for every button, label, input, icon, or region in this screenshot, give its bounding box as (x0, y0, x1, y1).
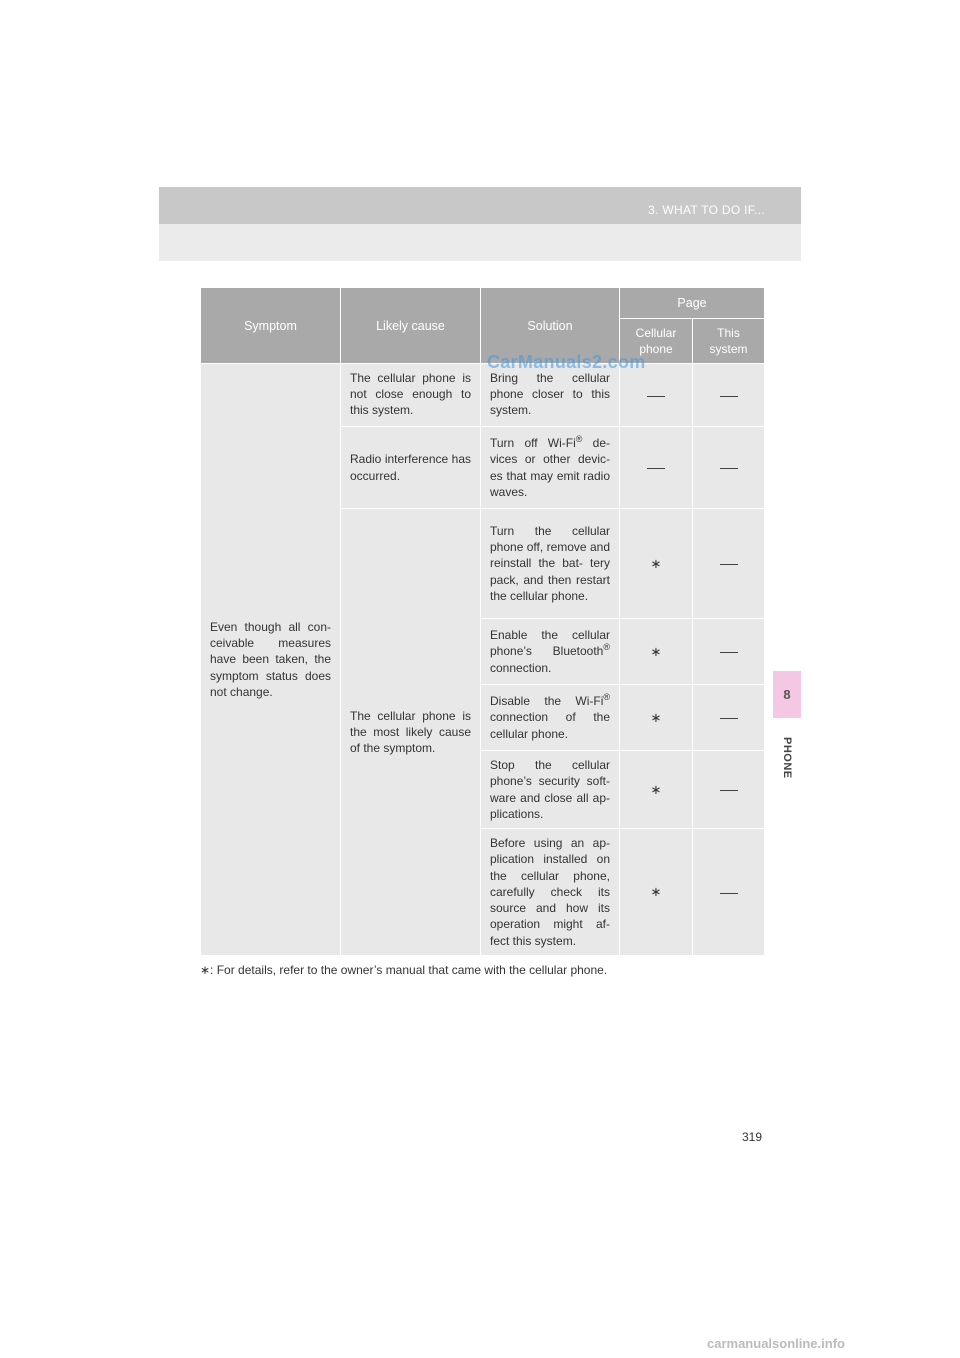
header-cellular-phone: Cellular phone (620, 319, 693, 364)
cellular-page-cell (620, 427, 693, 509)
asterisk-mark: ∗ (650, 781, 662, 797)
watermark-bottom: carmanualsonline.info (707, 1336, 845, 1351)
watermark: CarManuals2.com (487, 352, 646, 372)
section-title: 3. WHAT TO DO IF... (648, 203, 765, 217)
cellular-page-cell (620, 509, 693, 619)
dash-mark (720, 468, 738, 469)
header-page: Page (620, 288, 765, 319)
cause-cell: The cellular phone is not close enough to this system. (341, 364, 481, 427)
cellular-page-cell (620, 829, 693, 956)
header-likely-cause: Likely cause (341, 288, 481, 364)
section-subheader-bar (159, 224, 801, 261)
dash-mark (647, 468, 665, 469)
chapter-label: PHONE (781, 736, 793, 779)
section-header-bar (159, 187, 801, 224)
cause-cell: Radio interference has occurred. (341, 427, 481, 509)
header-this-system: This system (693, 319, 765, 364)
dash-mark (720, 396, 738, 397)
asterisk-mark: ∗ (650, 555, 662, 571)
system-page-cell (693, 751, 765, 829)
dash-mark (720, 564, 738, 565)
cellular-page-cell (620, 751, 693, 829)
solution-cell: Disable the Wi-Fi® connection of the cellular phone. (481, 685, 620, 751)
system-page-cell (693, 427, 765, 509)
solution-cell: Enable the cellular phone’s Bluetooth® connection. (481, 619, 620, 685)
system-page-cell (693, 509, 765, 619)
solution-cell: Stop the cellular phone’s security soft- ware and close all ap- plications. (481, 751, 620, 829)
symptom-cell: Even though all con- ceivable measures have been taken, the symptom status does not change. (201, 364, 341, 956)
dash-mark (720, 893, 738, 894)
table-row (201, 364, 765, 427)
solution-cell: Turn the cellular phone off, remove and reinstall the bat- tery pack, and then restart the cellular phone. (481, 509, 620, 619)
troubleshooting-table (200, 287, 765, 956)
solution-cell: Turn off Wi-Fi® de- vices or other devic- es that may emit radio waves. (481, 427, 620, 509)
page-number: 319 (742, 1130, 763, 1144)
dash-mark (720, 718, 738, 719)
chapter-tab[interactable]: 8 (773, 671, 801, 718)
solution-cell: Before using an ap- plication installed on the cellular phone, carefully check its source and how its operation might af- fect this system. (481, 829, 620, 956)
system-page-cell (693, 619, 765, 685)
system-page-cell (693, 364, 765, 427)
footnote: ∗: For details, refer to the owner’s manual that came with the cellular phone. (200, 963, 608, 977)
cause-cell: The cellular phone is the most likely cause of the symptom. (341, 509, 481, 956)
asterisk-mark: ∗ (650, 884, 662, 900)
cellular-page-cell (620, 685, 693, 751)
solution-cell: Bring the cellular phone closer to this system. (481, 364, 620, 427)
header-symptom: Symptom (201, 288, 341, 364)
dash-mark (647, 396, 665, 397)
cellular-page-cell (620, 619, 693, 685)
asterisk-mark: ∗ (650, 643, 662, 659)
asterisk-mark: ∗ (650, 709, 662, 725)
dash-mark (720, 652, 738, 653)
dash-mark (720, 790, 738, 791)
header-solution: Solution (481, 288, 620, 364)
system-page-cell (693, 685, 765, 751)
system-page-cell (693, 829, 765, 956)
